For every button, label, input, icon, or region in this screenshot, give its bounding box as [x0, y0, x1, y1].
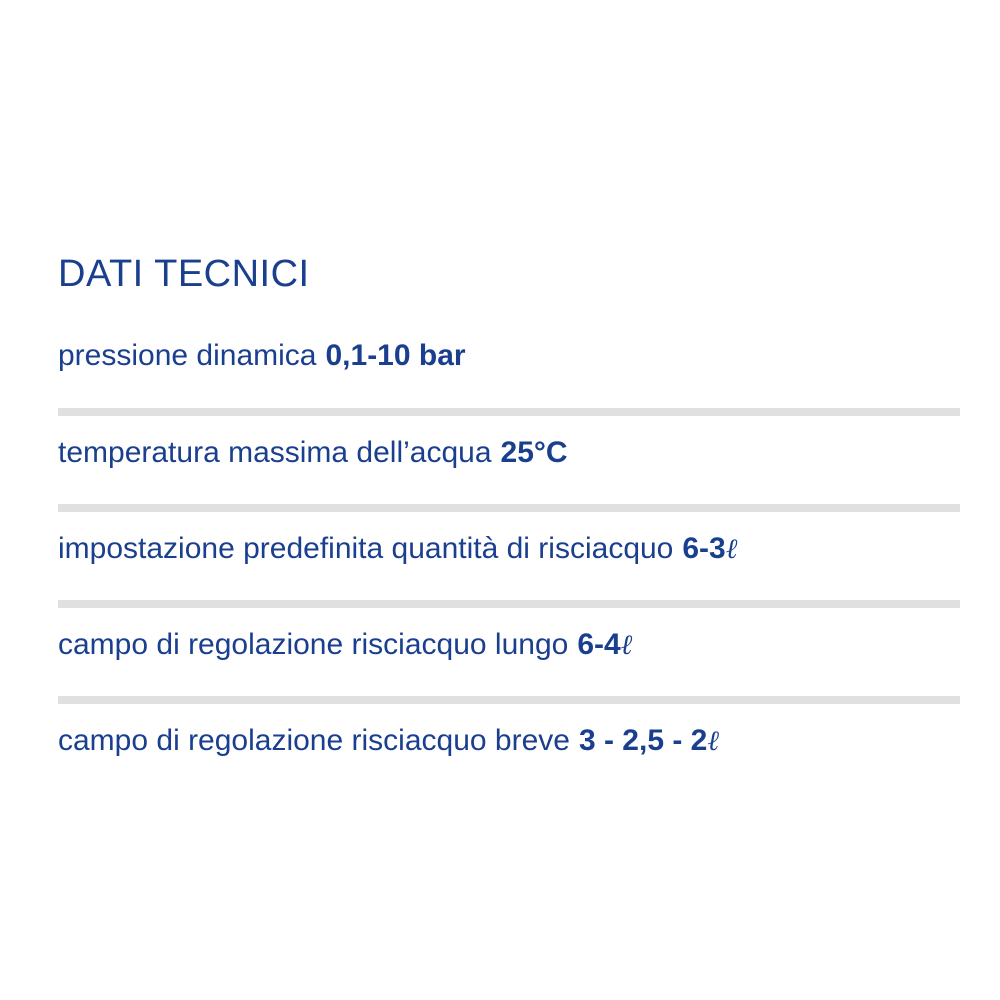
spec-label: temperatura massima dell’acqua — [58, 436, 492, 469]
spec-row-long-flush-range — [58, 608, 960, 696]
divider — [58, 696, 960, 704]
technical-data-panel — [58, 250, 960, 792]
spec-label: campo di regolazione risciacquo lungo — [58, 628, 569, 661]
spec-value — [579, 723, 719, 759]
spec-row-dynamic-pressure — [58, 338, 960, 408]
spec-value-number: 6-4 — [577, 628, 621, 661]
spec-value-number: 3 - 2,5 - 2 — [578, 724, 708, 757]
spec-value — [682, 531, 737, 567]
spec-value — [325, 338, 465, 374]
liter-unit: ℓ — [620, 628, 633, 661]
spec-value-number: 6-3 — [682, 532, 726, 565]
spec-value-number: 0,1-10 bar — [325, 339, 466, 372]
spec-label: pressione dinamica — [58, 339, 317, 372]
spec-list — [58, 338, 960, 792]
liter-unit: ℓ — [725, 532, 738, 565]
divider — [58, 504, 960, 512]
spec-label: campo di regolazione risciacquo breve — [58, 724, 570, 757]
spec-value-number: 25°C — [500, 436, 568, 469]
section-title: DATI TECNICI — [58, 253, 310, 295]
spec-label: impostazione predefinita quantità di risciacquo — [58, 532, 674, 565]
liter-unit: ℓ — [707, 724, 720, 757]
divider — [58, 408, 960, 416]
spec-row-default-flush-quantity — [58, 512, 960, 600]
spec-value — [577, 627, 632, 663]
spec-row-short-flush-range — [58, 704, 960, 792]
divider — [58, 600, 960, 608]
spec-value — [501, 435, 568, 471]
spec-row-max-water-temperature — [58, 416, 960, 504]
